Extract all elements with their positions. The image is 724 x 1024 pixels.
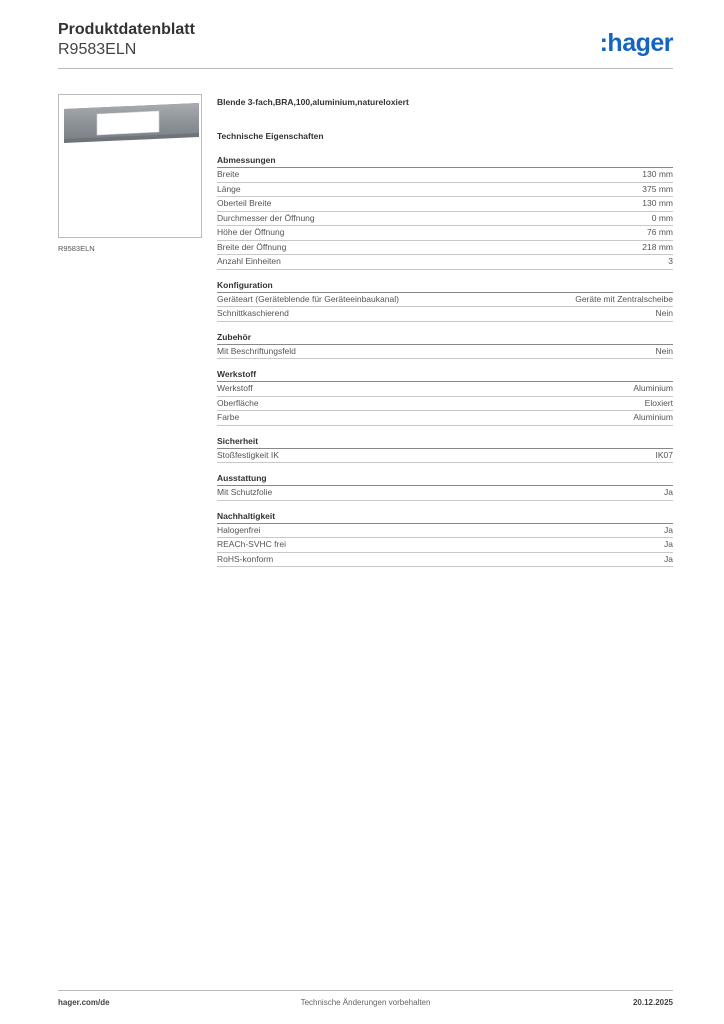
property-row <box>217 212 673 227</box>
property-label: Mit Schutzfolie <box>217 487 273 497</box>
image-caption: R9583ELN <box>58 244 95 253</box>
property-value: 130 mm <box>642 198 673 208</box>
section-werkstoff <box>217 368 673 426</box>
product-title: Blende 3-fach,BRA,100,aluminium,natureloxiert <box>217 97 409 107</box>
section-abmessungen <box>217 154 673 270</box>
property-value: 76 mm <box>647 227 673 237</box>
property-value: Nein <box>655 308 673 318</box>
property-sections <box>217 154 673 567</box>
section-title: Nachhaltigkeit <box>217 510 673 524</box>
product-image <box>58 94 202 238</box>
section-konfiguration <box>217 279 673 322</box>
footer-website-link[interactable]: hager.com/de <box>58 998 110 1007</box>
property-label: Werkstoff <box>217 383 253 393</box>
property-label: Durchmesser der Öffnung <box>217 212 315 223</box>
property-row <box>217 449 673 464</box>
property-row <box>217 255 673 270</box>
property-row <box>217 197 673 212</box>
property-row <box>217 293 673 308</box>
property-row <box>217 397 673 412</box>
property-value: Nein <box>655 345 673 356</box>
header-divider <box>58 68 673 69</box>
property-row <box>217 486 673 501</box>
property-row <box>217 226 673 241</box>
section-title: Ausstattung <box>217 472 673 486</box>
property-value: 375 mm <box>642 183 673 194</box>
property-label: Anzahl Einheiten <box>217 256 281 266</box>
property-value: Ja <box>664 487 673 497</box>
property-value: 0 mm <box>651 212 673 223</box>
property-label: Breite <box>217 169 240 179</box>
property-row <box>217 307 673 322</box>
page-footer <box>58 998 673 1010</box>
property-value: 3 <box>668 256 673 266</box>
property-value: Aluminium <box>633 383 673 393</box>
property-label: Oberteil Breite <box>217 198 272 208</box>
property-row <box>217 524 673 539</box>
section-sicherheit <box>217 435 673 464</box>
property-label: Höhe der Öffnung <box>217 227 285 237</box>
property-label: Farbe <box>217 412 240 422</box>
property-value: 130 mm <box>642 169 673 179</box>
footer-divider <box>58 990 673 991</box>
property-label: Länge <box>217 183 241 194</box>
section-title: Werkstoff <box>217 368 673 382</box>
property-value: Ja <box>664 524 673 535</box>
document-title: Produktdatenblatt <box>58 21 195 38</box>
properties-panel <box>217 96 673 567</box>
property-label: REACh-SVHC frei <box>217 539 286 549</box>
section-ausstattung <box>217 472 673 501</box>
properties-heading: Technische Eigenschaften <box>217 131 324 141</box>
property-value: Geräte mit Zentralscheibe <box>575 293 673 304</box>
section-title: Abmessungen <box>217 154 673 168</box>
property-label: Oberfläche <box>217 397 259 408</box>
property-label: RoHS-konform <box>217 553 274 564</box>
section-nachhaltigkeit <box>217 510 673 568</box>
section-title: Zubehör <box>217 331 673 345</box>
property-value: IK07 <box>655 449 673 460</box>
property-row <box>217 538 673 553</box>
property-label: Schnittkaschierend <box>217 308 289 318</box>
page-header <box>58 20 673 68</box>
property-row <box>217 168 673 183</box>
property-value: Ja <box>664 553 673 564</box>
property-value: Aluminium <box>633 412 673 422</box>
property-row <box>217 553 673 568</box>
cover-plate-icon <box>59 95 203 239</box>
property-row <box>217 411 673 426</box>
section-zubeh-r <box>217 331 673 360</box>
property-value: Eloxiert <box>644 397 673 408</box>
footer-date: 20.12.2025 <box>632 998 673 1007</box>
property-label: Geräteart (Geräteblende für Geräteeinbaukanal) <box>217 293 399 304</box>
property-row <box>217 241 673 256</box>
property-label: Mit Beschriftungsfeld <box>217 345 296 356</box>
property-row <box>217 382 673 397</box>
property-row <box>217 345 673 360</box>
hager-logo[interactable]: :hager <box>599 29 673 57</box>
property-label: Halogenfrei <box>217 524 261 535</box>
section-title: Sicherheit <box>217 435 673 449</box>
property-value: Ja <box>664 539 673 549</box>
product-code: R9583ELN <box>58 41 137 58</box>
footer-disclaimer: Technische Änderungen vorbehalten <box>300 998 431 1007</box>
property-label: Breite der Öffnung <box>217 241 287 252</box>
property-label: Stoßfestigkeit IK <box>217 449 279 460</box>
section-title: Konfiguration <box>217 279 673 293</box>
property-row <box>217 183 673 198</box>
property-value: 218 mm <box>642 241 673 252</box>
